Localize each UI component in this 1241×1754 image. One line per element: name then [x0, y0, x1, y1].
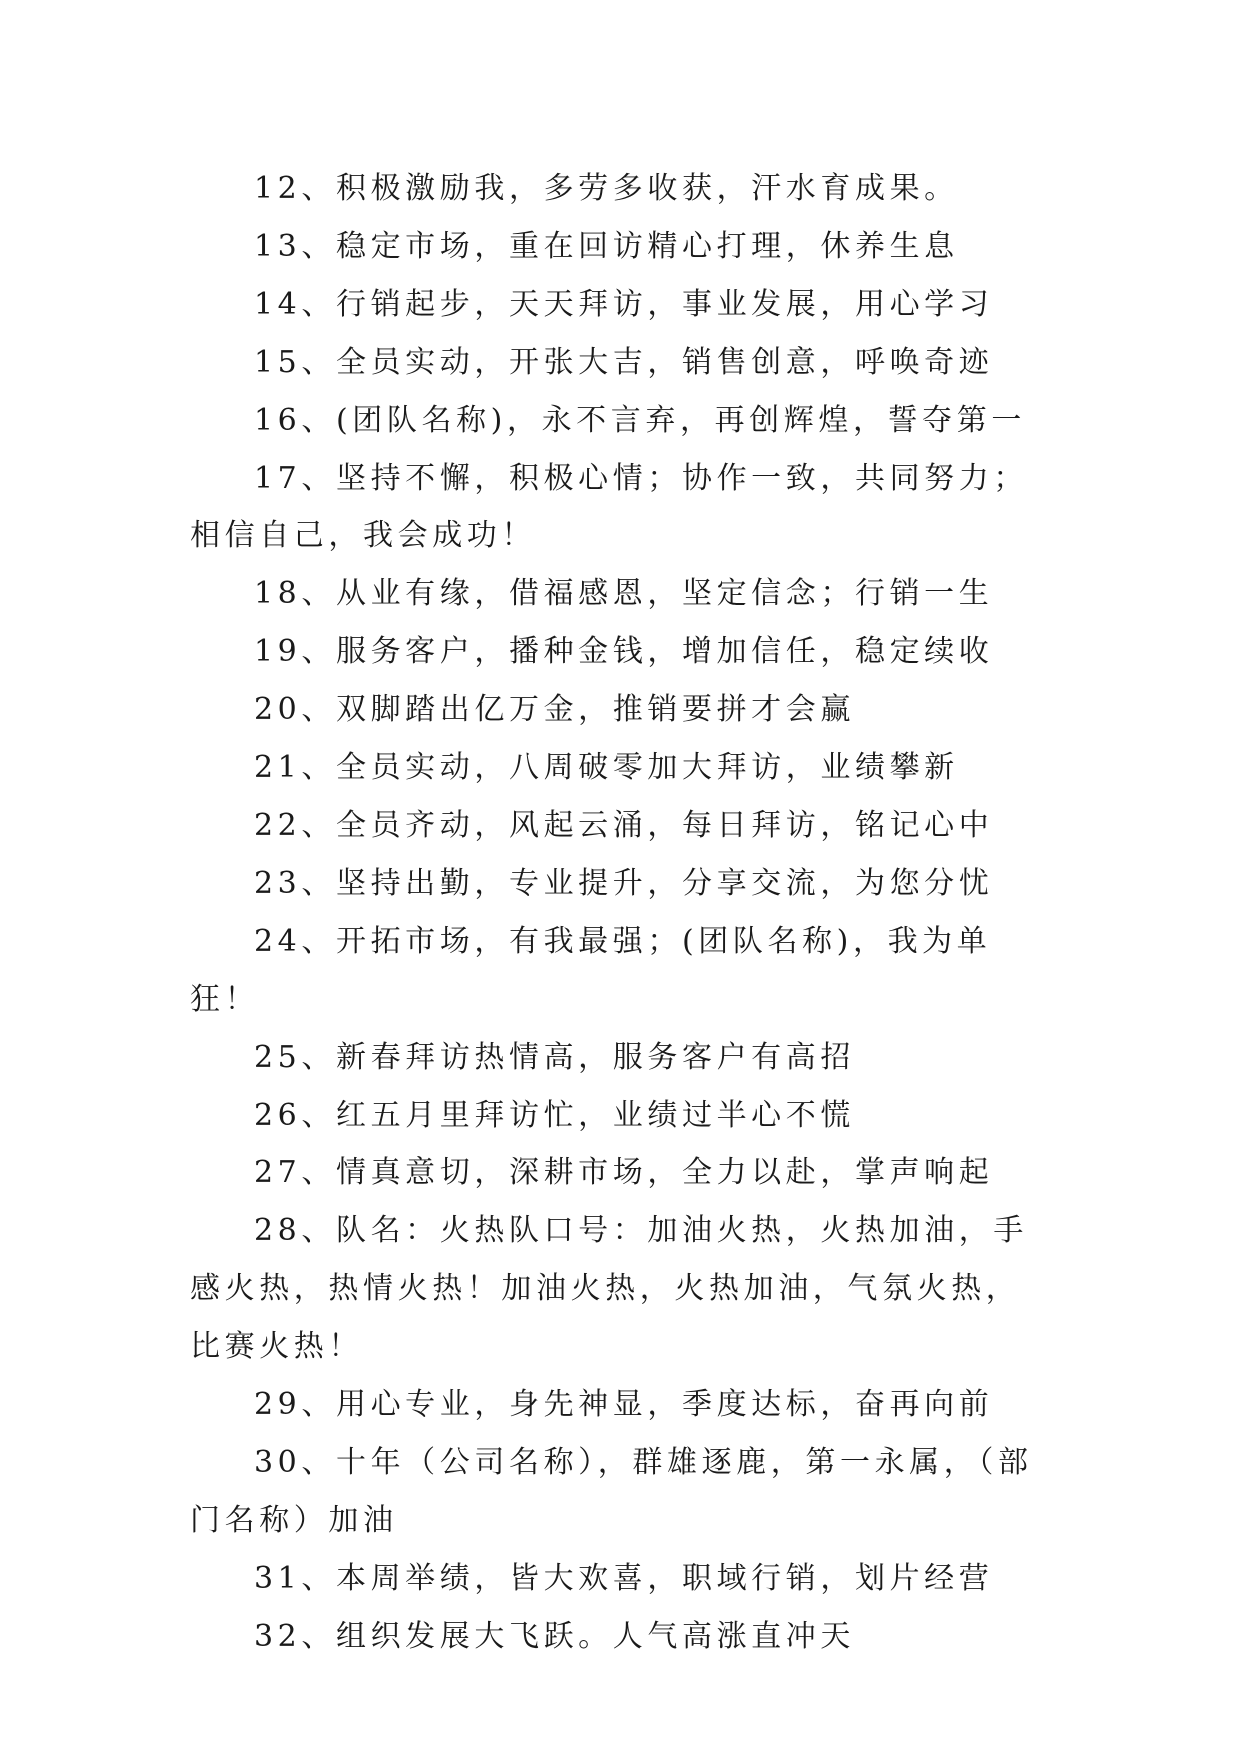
- paragraph-19: 19、服务客户，播种金钱，增加信任，稳定续收: [254, 634, 994, 670]
- paragraph-22: 22、全员齐动，风起云涌，每日拜访，铭记心中: [254, 807, 994, 843]
- paragraph-24: 24、开拓市场，有我最强；(团队名称)，我为单狂！: [190, 923, 992, 1017]
- paragraph-29: 29、用心专业，身先神显，季度达标，奋再向前: [254, 1387, 994, 1423]
- paragraph-31: 31、本周举绩，皆大欢喜，职域行销，划片经营: [254, 1560, 994, 1596]
- paragraph-13: 13、稳定市场，重在回访精心打理，休养生息: [254, 228, 959, 264]
- paragraph-17: 17、坚持不懈，积极心情；协作一致，共同努力；相信自己，我会成功！: [190, 460, 1028, 554]
- paragraph-20: 20、双脚踏出亿万金，推销要拼才会赢: [254, 692, 855, 728]
- paragraph-21: 21、全员实动，八周破零加大拜访，业绩攀新: [254, 750, 959, 786]
- paragraph-12: 12、积极激励我，多劳多收获，汗水育成果。: [254, 171, 959, 206]
- paragraph-14: 14、行销起步，天天拜访，事业发展，用心学习: [254, 286, 994, 322]
- document-body: [190, 160, 1050, 1666]
- paragraph-16: 16、(团队名称)，永不言弃，再创辉煌，誓夺第一: [254, 402, 1026, 438]
- paragraph-26: 26、红五月里拜访忙，业绩过半心不慌: [254, 1097, 855, 1133]
- paragraph-28: 28、队名：火热队口号：加油火热，火热加油，手感火热，热情火热！加油火热，火热加油，气氛火热，比赛火热！: [190, 1213, 1028, 1365]
- paragraph-23: 23、坚持出勤，专业提升，分享交流，为您分忧: [254, 865, 994, 901]
- paragraph-15: 15、全员实动，开张大吉，销售创意，呼唤奇迹: [254, 344, 994, 380]
- paragraph-30: 30、十年（公司名称），群雄逐鹿，第一永属，（部门名称）加油: [190, 1444, 1033, 1538]
- paragraph-27: 27、情真意切，深耕市场，全力以赴，掌声响起: [254, 1155, 994, 1191]
- paragraph-25: 25、新春拜访热情高，服务客户有高招: [254, 1039, 855, 1075]
- paragraph-32: 32、组织发展大飞跃。人气高涨直冲天: [254, 1618, 855, 1654]
- paragraph-18: 18、从业有缘，借福感恩，坚定信念；行销一生: [254, 576, 994, 612]
